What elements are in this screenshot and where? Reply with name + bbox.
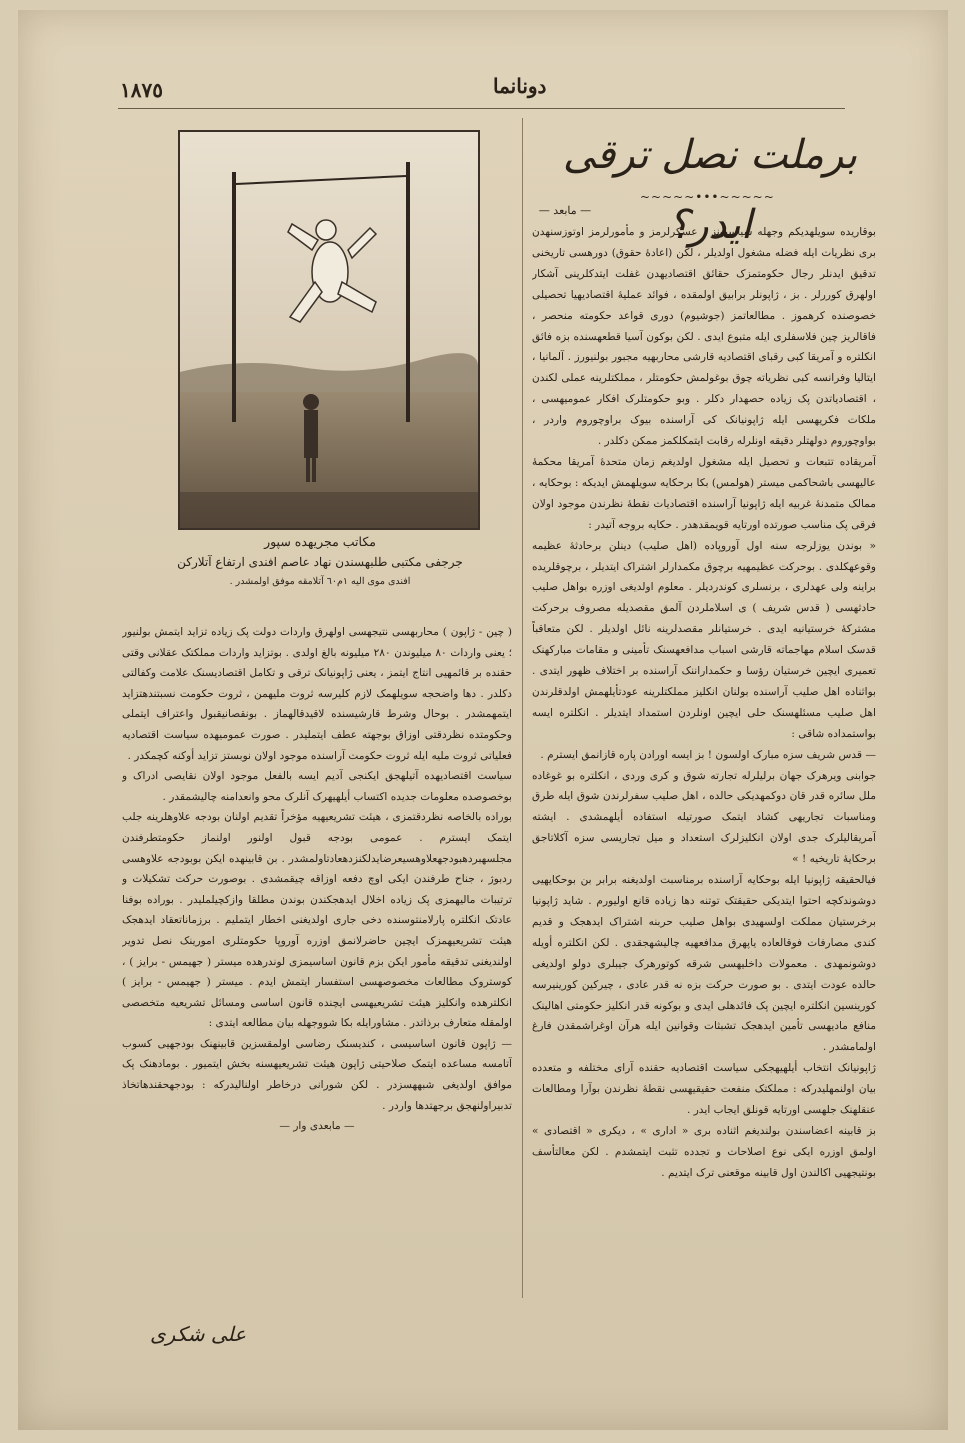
- right-paragraph: فیالحقیقه ژاپونیا ایله بوحکایه آراسنده برمناسبت اولدیغنه برابر بن بوحکایهیی دوشوندکچه احتوا ایتدیکی حقیقتک توتنه دها زیاده قانع اولیورم . شاید ژاپونیا برخرستیان مملکت اولسهیدی بواهل صلیب حربنه اشتراک ایدهجک و قدیم کندی مصارفات فوقالعاده یاپهرق مدافعهیه چالیشهجقدی . لکن انکلتره أویله دوشونمهدی . معمولات داخلیهسی شرقه کوتورهرک جیبلری دولو اولدیغی حالده عودت ایتدی . بو صورت حرکت بزه نه قدر عادی ، چیرکین کورینیرسه کورینسین انکلتره ایچین پک فائدهلی ایدی و بوکونه قدر انکلیز حکومتی اهالینک منافع مادیهسی تأمین ایدهجک تشبثات وقوانین ایله هرآن اوغراشمقدن فارغ اولمامشدر .: [532, 874, 876, 1054]
- page-number: ١٨٧٥: [120, 78, 163, 102]
- right-paragraph: — قدس شریف سزه مبارک اولسون ! بز ایسه اورادن پاره قازانمق ایسترم .: [540, 748, 876, 761]
- left-paragraph: سیاست اقتصادیهده آتیلهجق ایکنجی آدیم ایسه بالفعل موجود اولان نقایصی ادراک و بوخصوصده معلومات جدیده اکتساب أیلهیهرک آنلرک محو وانعدامنه چالیشمقدر .: [122, 770, 512, 803]
- right-paragraph: « بوندن یوزلرجه سنه اول آوروپاده (اهل صلیب) دینلن برحادثهٔ عظیمه وقوعهکلدی . بوحرکت عظیمهیه برچوق مکمدارلر اشتراک ایتدیلر ، برچوقلریده براینه ولی عهدلری ، برنسلری کوندردیلر . معلوم اولدیغی اوزره بواهل صلیب حادثهسی ( قدس شریف ) ی اسلاملردن آلمق مقصدیله مصروف برحرکت مشترکهٔ خرستیانیه ایدی . خرستیانلر مقصدلرینه نائل اولدیلر . لکن متعاقباً قدسک اسلام مهاجماته قارشی اسباب مدافعهسنک تأمینی و مقامات مبارکهنک تعمیری ایچین خرستیان رؤسا و حکمداراننک آراسنده بر اختلاف ظهور ایتدی . بواثناده اهل صلیب آراسنده بولنان انکلیز مملکتلرینه عودتأیلهمش اولدقلرندن اهل صلیب مسئلهسنک حلی ایچین اونلردن استمداد ایتدیلر . انکلتره ایسه بواستمداده شاقی :: [532, 539, 876, 740]
- header-rule: [118, 108, 845, 109]
- photo-caption: [140, 532, 500, 592]
- photo-illustration: [180, 132, 478, 528]
- article-title: برملت نصل ترقی ایدر؟: [562, 132, 858, 248]
- author-signature: علی شکری: [150, 1322, 247, 1346]
- left-paragraph: ( چین - ژاپون ) محاربهسی نتیجهسی اولهرق واردات دولت پک زیاده تزاید ایتمش بولنیور ؛ یعنی واردات ٨٠ میلیوندن ٢٨٠ میلیونه بالغ اولدی . بوتزاید واردات مملکتک عقلانی وقتی حقنده بر قائمهیی انتاج ایتمز ، یعنی ژاپونیانک ترقی و تکامل اقتصادیسنک علامت وکفالتی دکلدر . دها واضحجه سویلهمک لازم کلیرسه ثروت ملیهمن ، ثروت حکومت نسبتندهتزاید ایتمهمشدر . بوحال وشرط قارشیسنده لاقیدقالهماز . بونقصانیقبول واعتراف ایتملی وحکومتده نظردقتی اوزاق بوجهته عطف ایتملیدر . صورت عمومیهده سیاست اقتصادیه فعلیاتی ثروت ملیه ایله ثروت حکومت آراسنده موجود اولان نوبستز تزاید أوکنه کچمکدر .: [122, 626, 512, 762]
- article-byline: — مابعد —: [538, 204, 592, 217]
- high-jump-photo: [178, 130, 480, 530]
- right-paragraph: جوابنی ویرهرک جهان برلیلرله تجارته شوق و کری وردی ، انکلتره بو غوغاده ملل سائره قدر قان دوکمهدیکی حالده ، اهل صلیب سفرلرندن شوق ایله طرق ومناسبات تجاریهی کشاد ایتمک صورتیله استفاده أیلهمشدی . ایشته آمریقالیلرک جدی اولان انکلیزلرک استعداد و میل تجاریسی سزه آکلاتاجق برحکایهٔ تاریخیه ! »: [532, 769, 876, 866]
- left-paragraph: — ژاپون قانون اساسیسی ، کندیسنک رضاسی اولمقسزین قابینهنک بودجهیی کسوب آتامسه مساعده ایتمک صلاحیتی ژاپون هیئت تشریعیهسنه بخش ایتمیور . بومادهنک پک موافق اولدیغی شبههسزدر . لکن شورانی درخاطر اولنالیدرکه : بودجهحقندهاتخاذ تدبیراولنهجق برجهتدها واردر .: [122, 1037, 512, 1112]
- caption-line: مکاتب مجریهده سپور: [264, 534, 376, 549]
- right-paragraph: بز قابینه اعضاسندن بولندیغم اثناده بری « اداری » ، دیکری « اقتصادی » اولمق اوزره ایکی نوع اصلاحات و تجدده تثبت ایتمشدم . لکن معالتأسف بونتیجهیی اکالندن اول قابینه موقعنی ترک ایتدیم .: [532, 1124, 876, 1179]
- column-divider: [522, 118, 523, 1298]
- right-paragraph: ژاپونیانک انتخاب أیلهیهجکی سیاست اقتصادیه حقنده آرای مختلفه و متعدده بیان اولنمهلیدرکه : مملکتک منفعت حقیقیهسی نقطهٔ نظرندن بوآرا ومطالعات عنقلهنک جلهسی اورتایه قونلق ایجاب ایدر .: [532, 1062, 876, 1117]
- caption-line: جرجفی مکتبی طلبهسندن نهاد عاصم افندی ارتفاع آتلارکن: [177, 555, 463, 569]
- left-paragraph: بوراده بالخاصه نظردقتمزی ، هیئت تشریعیهیه مؤخراً تقدیم اولنان بودجه علاوهلرینه جلب ایتمک ایسترم . عمومی بودجه قبول اولنور اولنماز حکومتطرفندن مجلسهبردهبودجهعلاوهسیعرضایدلکنزدهعادتاولمشدر . بن قابینهده ایکن بوبودجه علاوهسی ردبوژ ، جناح طرفندن ایکی اوچ دفعه اوزاقه چیقمشدی . بوصورت حرکت تشکیلات و ترتیبات مالیهمزی پک زیاده اخلال ایدهجکندن بوندن مطلقا وازکچیلملیدر . بوراده بوفنا عادتک انکلتره پارلامنتوسنده دخی جاری اولدیغنی اخطار ایتملیم . برزماناتعقاد ایدهجک هیئت تشریعیهمزک ایچین حاضرلانمق اوزره آوروپا حکومتلری امورینک نصل تدویر اولندیغنی تدقیقه مأمور ایکن بزم قانون اساسیمزی لوندرهده میستر ( جهیمس - برایز ) ، کوستروک مطالعات مخصوصهسی استفسار ایتمش ایدم . میستر ( جهیمس - برایز ) انکلترهده وانکلیز هیئت تشریعیهسی ایچنده قانون اساسی ومسائل تشریعیه متخصصی اولمقله متعارف برذاتدر . مشاورایله بکا شووجهله بیان مطالعه ایتدی :: [122, 811, 512, 1030]
- right-paragraph: آمریقاده تتبعات و تحصیل ایله مشغول اولدیغم زمان متحدهٔ آمریقا محکمهٔ عالیهسی باشحاکمی میستر (هولمس) بکا برحکایه سویلهمش ایدیکه : بوحکایه ، ممالک متمدنهٔ غربیه ایله ژاپونیا آراسنده اقتصادیات نقطهٔ نظرندن موجود اولان فرقی پک مناسب صورتده اورتایه قویمقدهدر . حکایه بروجه آتیدر :: [532, 455, 876, 531]
- left-paragraph: — مابعدی وار —: [279, 1120, 355, 1133]
- left-column: [122, 622, 512, 1262]
- title-ornament: ~~~~~•••~~~~~: [640, 190, 775, 204]
- right-paragraph: بوقاریده سویلهدیکم وجهله سیاسیونز ، عسکرلرمز و مأمورلرمز اوتوزسنهدن بری نظریات ایله فضله مشغول اولدیلر ، لکن (اعادهٔ حقوق) دورهسی تاریخنی تدقیق ایدنلر رجال حکومتمزک حقائق اقتصادیهدن غفلت ایتدکلرینی آشکار اولهرق کوررلر . بز ، ژاپونلر برابیق اولمقده ، فوائد عملیهٔ اقتصادیهیا تحصیلی خصوصنده کرهموز . مطالعاتمز (جوشیوم) دوری قواعد حکومته منحصر ، فاقالریز چین فلاسفلری ایله متبوع ایدی . لکن بوکون آسیا قطعهسنده بزه فائق انکلتره و آمریقا کبی رقبای اقتصادیه قارشی محاربهیه مجبور بولنیورز . آلمانیا ، ایتالیا وفرانسه کبی نظریاته چوق بوغولمش حکومتلر ، مملکتلرینه عملی لکندن ، اقتصادیاتدن پک زیاده حصهدار دکلر . وبو حکومتلرک افکار عمومیهسی ، ملکات فکریهسی ایله ژاپونیانک کی آراسنده بیوک براوچوروم واردر ، بواوچوروم دولهتلر دقیقه اونلرله رقابت ایتمکلکمز ممکن دکلدر .: [532, 226, 876, 448]
- journal-name: دونانما: [493, 74, 547, 98]
- right-column: [532, 222, 876, 1332]
- caption-line: افندی موی الیه ١م٦٠ آتلامقه موفق اولمشدر .: [229, 576, 411, 587]
